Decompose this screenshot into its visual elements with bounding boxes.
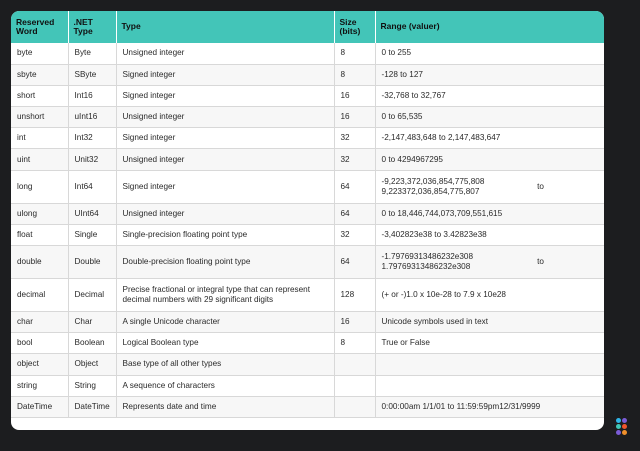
cell-reserved-word: object	[11, 354, 68, 375]
cell-size	[334, 396, 375, 417]
table-row	[11, 354, 604, 375]
cell-type: A sequence of characters	[116, 375, 334, 396]
cell-range: 0 to 18,446,744,073,709,551,615	[375, 203, 604, 224]
cell-reserved-word: DateTime	[11, 396, 68, 417]
cell-size: 16	[334, 312, 375, 333]
logo-dot	[622, 418, 627, 423]
cell-size: 8	[334, 43, 375, 64]
cell-range: (+ or -)1.0 x 10e-28 to 7.9 x 10e28	[375, 279, 604, 312]
cell-reserved-word: ulong	[11, 203, 68, 224]
cell-type: Signed integer	[116, 64, 334, 85]
cell-size: 32	[334, 149, 375, 170]
cell-size: 64	[334, 246, 375, 279]
cell-type: A single Unicode character	[116, 312, 334, 333]
brand-logo-icon	[616, 418, 634, 442]
cell-type: Precise fractional or integral type that can represent decimal numbers with 29 significant digits	[116, 279, 334, 312]
cell-net-type: Object	[68, 354, 116, 375]
cell-range: Unicode symbols used in text	[375, 312, 604, 333]
cell-size: 16	[334, 85, 375, 106]
table-row	[11, 224, 604, 245]
cell-reserved-word: string	[11, 375, 68, 396]
cell-reserved-word: double	[11, 246, 68, 279]
table-header	[11, 11, 604, 43]
cell-net-type: Int64	[68, 170, 116, 203]
range-min-value: -9,223,372,036,854,775,808	[381, 176, 485, 186]
cell-type: Unsigned integer	[116, 149, 334, 170]
table-body	[11, 43, 604, 417]
table-row	[11, 64, 604, 85]
cell-net-type: UInt64	[68, 203, 116, 224]
cell-net-type: Unit32	[68, 149, 116, 170]
cell-net-type: Int16	[68, 85, 116, 106]
data-types-table	[11, 11, 604, 418]
header-type: Type	[116, 11, 334, 43]
cell-type: Logical Boolean type	[116, 333, 334, 354]
logo-dot	[616, 418, 621, 423]
cell-range	[375, 170, 604, 203]
header-size: Size (bits)	[334, 11, 375, 43]
table-row	[11, 128, 604, 149]
table-row	[11, 149, 604, 170]
cell-size: 32	[334, 128, 375, 149]
cell-net-type: uInt16	[68, 107, 116, 128]
cell-range: -32,768 to 32,767	[375, 85, 604, 106]
cell-range: -128 to 127	[375, 64, 604, 85]
cell-net-type: String	[68, 375, 116, 396]
cell-size	[334, 375, 375, 396]
table-row	[11, 170, 604, 203]
table-row	[11, 203, 604, 224]
cell-size: 32	[334, 224, 375, 245]
range-to-label: to	[537, 181, 544, 191]
cell-size	[334, 354, 375, 375]
cell-reserved-word: int	[11, 128, 68, 149]
cell-net-type: Single	[68, 224, 116, 245]
cell-range	[375, 375, 604, 396]
cell-range: 0 to 255	[375, 43, 604, 64]
logo-dot	[622, 424, 627, 429]
cell-type: Unsigned integer	[116, 43, 334, 64]
cell-reserved-word: char	[11, 312, 68, 333]
cell-type: Unsigned integer	[116, 203, 334, 224]
cell-size: 16	[334, 107, 375, 128]
cell-reserved-word: bool	[11, 333, 68, 354]
cell-net-type: Double	[68, 246, 116, 279]
range-min-value: -1.79769313486232e308	[381, 252, 474, 261]
table-row	[11, 107, 604, 128]
header-range: Range (valuer)	[375, 11, 604, 43]
logo-dot	[616, 430, 621, 435]
cell-range: True or False	[375, 333, 604, 354]
range-max-value: 9,223372,036,854,775,807	[381, 186, 480, 196]
table-row	[11, 396, 604, 417]
cell-reserved-word: uint	[11, 149, 68, 170]
cell-net-type: Byte	[68, 43, 116, 64]
header-reserved-word: Reserved Word	[11, 11, 68, 43]
range-max-value: 1.79769313486232e308	[381, 262, 471, 271]
cell-type: Signed integer	[116, 170, 334, 203]
header-net-type: .NET Type	[68, 11, 116, 43]
table-row	[11, 85, 604, 106]
table-row	[11, 333, 604, 354]
table-row	[11, 43, 604, 64]
cell-size: 64	[334, 203, 375, 224]
cell-reserved-word: byte	[11, 43, 68, 64]
cell-net-type: Int32	[68, 128, 116, 149]
cell-type: Base type of all other types	[116, 354, 334, 375]
data-types-table-card	[11, 11, 604, 430]
cell-type: Signed integer	[116, 85, 334, 106]
range-to-label: to	[537, 257, 544, 266]
cell-size: 64	[334, 170, 375, 203]
cell-range: 0 to 4294967295	[375, 149, 604, 170]
table-row	[11, 375, 604, 396]
table-row	[11, 246, 604, 279]
cell-reserved-word: short	[11, 85, 68, 106]
cell-reserved-word: float	[11, 224, 68, 245]
table-row	[11, 312, 604, 333]
logo-dot	[622, 430, 627, 435]
cell-reserved-word: decimal	[11, 279, 68, 312]
cell-range	[375, 246, 604, 279]
cell-net-type: Decimal	[68, 279, 116, 312]
cell-reserved-word: unshort	[11, 107, 68, 128]
cell-net-type: Boolean	[68, 333, 116, 354]
cell-range: 0 to 65,535	[375, 107, 604, 128]
cell-type: Represents date and time	[116, 396, 334, 417]
cell-size: 8	[334, 64, 375, 85]
table-row	[11, 279, 604, 312]
cell-net-type: Char	[68, 312, 116, 333]
cell-reserved-word: long	[11, 170, 68, 203]
cell-type: Signed integer	[116, 128, 334, 149]
cell-net-type: DateTime	[68, 396, 116, 417]
cell-type: Unsigned integer	[116, 107, 334, 128]
cell-range: 0:00:00am 1/1/01 to 11:59:59pm12/31/9999	[375, 396, 604, 417]
cell-size: 128	[334, 279, 375, 312]
cell-size: 8	[334, 333, 375, 354]
cell-range	[375, 354, 604, 375]
cell-type: Single-precision floating point type	[116, 224, 334, 245]
cell-type: Double-precision floating point type	[116, 246, 334, 279]
cell-range: -3,402823e38 to 3.42823e38	[375, 224, 604, 245]
logo-dot	[616, 424, 621, 429]
cell-reserved-word: sbyte	[11, 64, 68, 85]
cell-net-type: SByte	[68, 64, 116, 85]
cell-range: -2,147,483,648 to 2,147,483,647	[375, 128, 604, 149]
